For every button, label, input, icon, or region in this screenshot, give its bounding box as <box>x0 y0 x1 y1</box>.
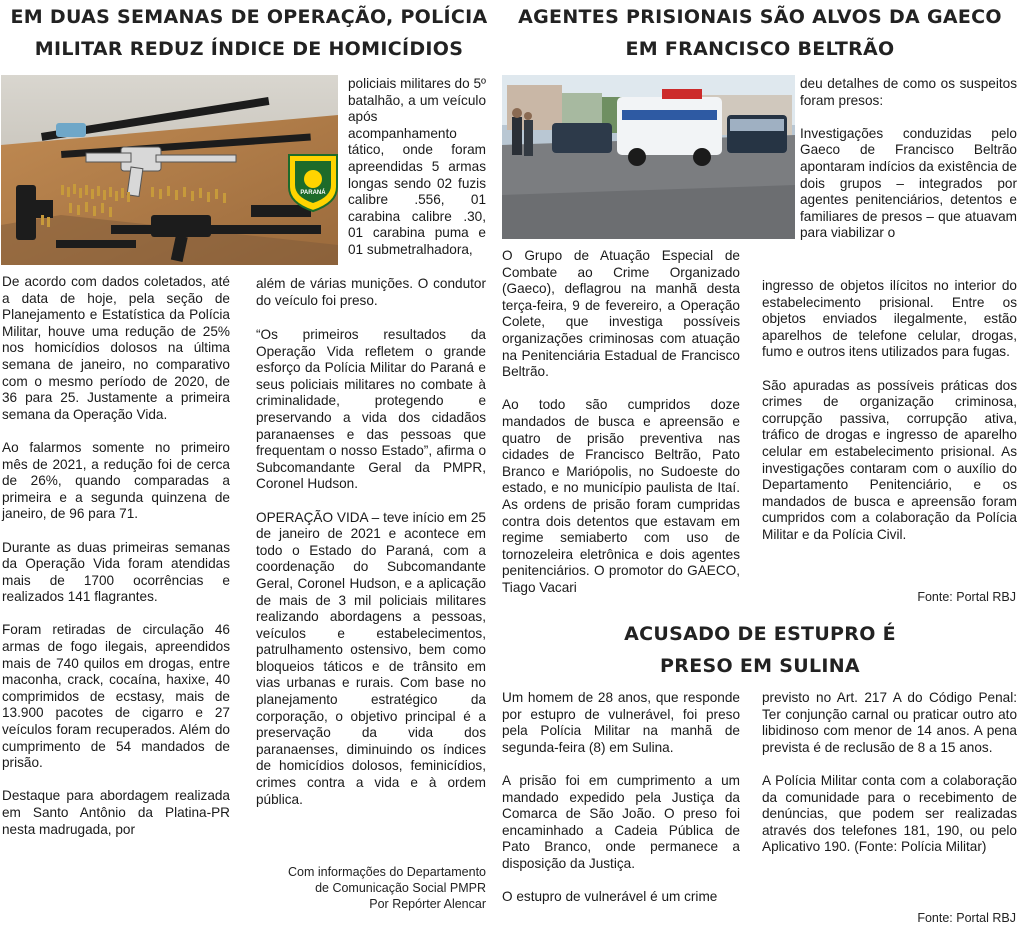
article3-headline-line2: PRESO EM SULINA <box>660 655 860 677</box>
article3-left-column <box>502 690 740 906</box>
article1-col1-p2: Ao falarmos somente no primeiro mês de 2021, a redução foi de cerca de 26%, quando comparadas a primeira e a segunda quinzena de janeiro, de 96 para 71. <box>2 439 230 522</box>
article1-credit-line3: Por Repórter Alencar <box>369 897 486 911</box>
article2-right-p2-wide: ingresso de objetos ilícitos no interior do estabelecimento prisional. Entre os objetos enviados ilegalmente, estão aparelhos de telefone celular, drogas, fumo e outros itens utilizados para fugas. <box>762 278 1017 360</box>
pm-parana-logo <box>289 155 337 211</box>
article2-right-p3: São apuradas as possíveis práticas dos crimes de organização criminosa, corrupção passiva, corrupção ativa, tráfico de drogas e ingresso de aparelho celular em estabelecimento prisional. As investigações contaram com o auxílio do Departamento Penitenciário, e os mandados de busca e apreensão foram cumpridos com a colaboração da Polícia Militar e da Polícia Civil. <box>762 377 1017 542</box>
article1-col1-p1: De acordo com dados coletados, até a data de hoje, pela seção de Planejamento e Estatística da Polícia Militar, houve uma redução de 25% nos homicídios dolosos na última semana de janeiro, no comparativo com o mesmo período de 2020, de 36 para 25. Justamente a primeira semana da Operação Vida. <box>2 274 230 422</box>
article1-headline-line2: MILITAR REDUZ ÍNDICE DE HOMICÍDIOS <box>34 38 464 60</box>
article1-intro-right <box>348 76 486 259</box>
article3-left-p2: A prisão foi em cumprimento a um mandado expedido pela Justiça da Comarca de São João. O preso foi encaminhado a Cadeia Pública de Pato Branco, onde permanece a disposição da Justiça. <box>502 772 740 871</box>
article2-right-wide <box>762 278 1017 544</box>
article1-intro-wide-text: além de várias munições. O condutor do veículo foi preso. <box>256 276 486 308</box>
article1-credit-line1: Com informações do Departamento <box>287 865 486 879</box>
article2-headline <box>500 1 1020 65</box>
article1-headline <box>0 1 498 65</box>
article3-left-p3: O estupro de vulnerável é um crime <box>502 889 718 905</box>
article3-source: Fonte: Portal RBJ <box>917 911 1016 925</box>
article2-right-top-text: deu detalhes de como os suspeitos foram presos: <box>800 76 1017 108</box>
article1-credit-line2: de Comunicação Social PMPR <box>315 881 486 895</box>
article1-col2-p2: OPERAÇÃO VIDA – teve início em 25 de janeiro de 2021 e acontece em todo o Estado do Paraná, com a coordenação do Subcomandante Geral, Coronel Hudson, e a aplicação de mais de 3 mil policiais militares realizando abordagens a pessoas, veículos e estabelecimentos, patrulhamento ostensivo, bem como bloqueios táticos e de trânsito em vias urbanas e rurais. Com base no planejamento estratégico da corporação, o objetivo principal é a preservação da vida dos paranaenses, diminuindo os índices de homicídios dolosos, feminicídios, crimes contra a vida e à ordem pública. <box>256 509 486 807</box>
article1-col2-p1: “Os primeiros resultados da Operação Vida refletem o grande esforço da Polícia Militar do Paraná e seus policiais militares no combate à criminalidade, protegendo e preservando a vida dos cidadãos paranaenses e das pessoas que frequentam o nosso Estado”, afirma o Subcomandante Geral da PMPR, Coronel Hudson. <box>256 327 486 492</box>
logo-text: PARANÁ <box>300 190 326 196</box>
article1-intro-wide <box>256 276 486 309</box>
article2-left-p1: O Grupo de Atuação Especial de Combate ao Crime Organizado (Gaeco), deflagrou na manhã desta terça-feira, 9 de fevereiro, a Operação Colete, que investiga possíveis organizações criminosas com atuação na Penitenciária Estadual de Francisco Beltrão. <box>502 248 740 380</box>
article1-col1-p3: Durante as duas primeiras semanas da Operação Vida foram atendidas mais de 1700 ocorrências e realizados 141 flagrantes. <box>2 539 230 605</box>
article2-left-p2: Ao todo são cumpridos doze mandados de busca e apreensão e quatro de prisão preventiva nas cidades de Francisco Beltrão, Pato Branco e Mariópolis, no Sudoeste do estado, e no município paulista de Itaí. As ordens de prisão foram cumpridas contra dois detentos que estavam em regime semiaberto com uso de tornozeleira eletrônica e dois agentes penitenciários. O promotor do GAECO, Tiago Vacari <box>502 397 740 595</box>
police-operation-photo <box>502 75 795 239</box>
article1-credit <box>240 864 486 912</box>
article1-col1-p4: Foram retiradas de circulação 46 armas de fogo ilegais, apreendidos mais de 740 quilos em drogas, entre maconha, crack, cocaína, haxixe, 40 comprimidos de ecstasy, mais de 13.900 pacotes de cigarro e 27 veículos foram recuperados. Além do cumprimento de 54 mandados de prisão. <box>2 622 230 771</box>
article2-right-top <box>800 76 1017 242</box>
article3-left-p1: Um homem de 28 anos, que responde por estupro de vulnerável, foi preso pela Polícia Militar na manhã de segunda-feira (8) em Sulina. <box>502 690 740 755</box>
article2-headline-line2: EM FRANCISCO BELTRÃO <box>625 38 895 60</box>
article2-headline-line1: AGENTES PRISIONAIS SÃO ALVOS DA GAECO <box>518 6 1002 28</box>
article1-column1 <box>2 274 230 838</box>
article3-right-p1: previsto no Art. 217 A do Código Penal: Ter conjunção carnal ou praticar outro ato libidinoso com menor de 14 anos. A pena prevista é de reclusão de 8 a 15 anos. <box>762 690 1017 755</box>
article3-right-p2: A Polícia Militar conta com a colaboração da comunidade para o recebimento de denúncias, que podem ser realizadas através dos telefones 181, 190, ou pelo Aplicativo 190. (Fonte: Polícia Militar) <box>762 772 1017 855</box>
article3-headline <box>500 618 1020 682</box>
article2-right-p2: Investigações conduzidas pelo Gaeco de Francisco Beltrão apontaram indícios da existência de dois grupos – integrados por agentes penitenciários, detentos e familiares de presos – que atuavam para viabilizar o <box>800 125 1017 241</box>
article2-source: Fonte: Portal RBJ <box>917 590 1016 604</box>
article3-headline-line1: ACUSADO DE ESTUPRO É <box>624 623 896 645</box>
article1-column2 <box>256 327 486 808</box>
article3-right-column <box>762 690 1017 856</box>
article1-headline-line1: EM DUAS SEMANAS DE OPERAÇÃO, POLÍCIA <box>10 6 488 28</box>
seized-weapons-photo <box>1 75 338 265</box>
article1-col1-p5: Destaque para abordagem realizada em Santo Antônio da Platina-PR nesta madrugada, por <box>2 788 230 837</box>
article2-left-column <box>502 248 740 596</box>
article1-intro-right-text: policiais militares do 5º batalhão, a um veículo após acompanhamento tático, onde foram apreendidas 5 armas longas sendo 02 fuzis calibre .556, 01 carabina calibre .30, 01 carabina puma e 01 submetralhadora, <box>348 76 486 257</box>
